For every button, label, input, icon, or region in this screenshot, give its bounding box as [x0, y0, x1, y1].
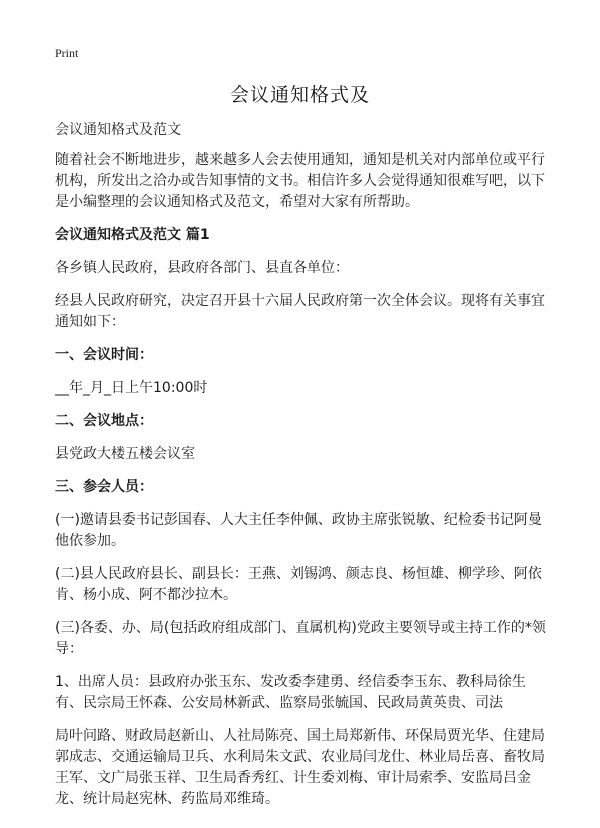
attendee-list-paragraph-1: 1、出席人员：县政府办张玉东、发改委李建勇、经信委李玉东、教科局徐生有、民宗局王怀森、公安局林新武、监察局张毓国、民政局黄英贵、司法	[55, 674, 526, 711]
document-body	[55, 120, 551, 822]
document-subtitle: 会议通知格式及范文	[55, 122, 181, 138]
page-title: 会议通知格式及	[229, 84, 370, 106]
section-heading: 会议通知格式及范文 篇1	[55, 227, 210, 243]
attendee-paragraph-3: (三)各委、办、局(包括政府组成部门、直属机构)党政主要领导或主持工作的*领导：	[55, 620, 546, 657]
meeting-time-value: __年_月_日上午10:00时	[55, 380, 208, 396]
print-link[interactable]: Print	[55, 46, 79, 60]
body-intro-paragraph: 经县人民政府研究，决定召开县十六届人民政府第一次全体会议。现将有关事宜通知如下：	[55, 293, 545, 330]
attendee-paragraph-2: (二)县人民政府县长、副县长：王燕、刘锡鸿、颜志良、杨恒雄、柳学珍、阿依肯、杨小成、阿不都沙拉木。	[55, 566, 542, 603]
heading-meeting-location: 二、会议地点：	[55, 413, 153, 429]
attendee-paragraph-1: (一)邀请县委书记彭国春、人大主任李仲佩、政协主席张锐敏、纪检委书记阿曼他依参加。	[55, 512, 542, 549]
meeting-location-value: 县党政大楼五楼会议室	[55, 446, 195, 462]
heading-meeting-time: 一、会议时间：	[55, 347, 153, 363]
attendee-list-paragraph-2: 局叶问路、财政局赵新山、人社局陈亮、国土局郑新伟、环保局贾光华、住建局郭成志、交通运输局卫兵、水利局朱文武、农业局闫龙仕、林业局岳喜、畜牧局王军、文广局张玉祥、卫生局香秀红、计生委刘梅、审计局索季、安监局吕金龙、统计局赵宪林、药监局邓维琦。	[55, 728, 545, 807]
heading-attendees: 三、参会人员：	[55, 479, 153, 495]
intro-paragraph: 随着社会不断地进步，越来越多人会去使用通知，通知是机关对内部单位或平行机构，所发出之洽办或告知事情的文书。相信许多人会觉得通知很难写吧，以下是小编整理的会议通知格式及范文，希望对大家有所帮助。	[55, 152, 545, 210]
salutation-paragraph: 各乡镇人民政府，县政府各部门、县直各单位：	[55, 260, 349, 276]
